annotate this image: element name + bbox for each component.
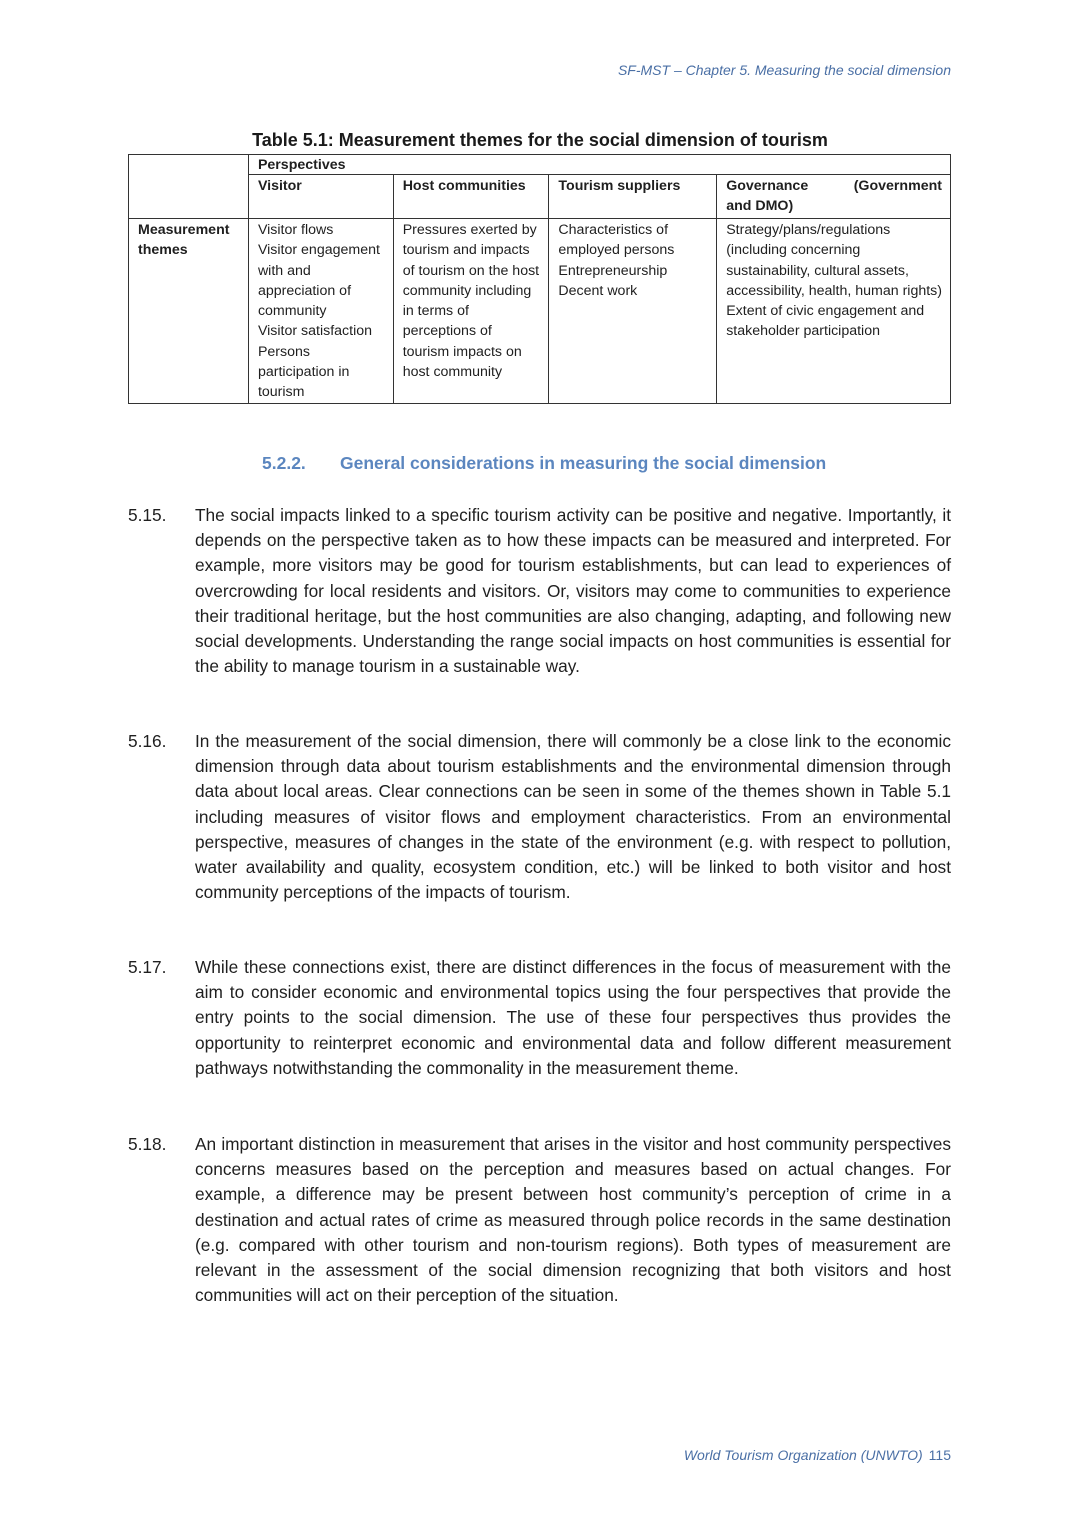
paragraph-number: 5.16. xyxy=(128,731,167,751)
column-header-governance xyxy=(717,175,951,219)
row-label-line-2: themes xyxy=(138,242,188,259)
paragraph-text: While these connections exist, there are distinct differences in the focus of measurement with the aim to consider economic and environmental topics using the four perspectives that provide the entry points to the social dimension. The use of these four perspectives thus provides the opportunity to reinterpret economic and environmental data and follow different measurement pathways notwithstanding the commonality in the measurement theme. xyxy=(195,957,951,1078)
theme-item: Strategy/plans/regulations (including concerning sustainability, cultural assets, accessibility, health, human rights) xyxy=(726,222,943,299)
paragraph-5-17 xyxy=(128,955,951,1081)
cell-tourism-suppliers xyxy=(549,219,717,404)
cell-visitor xyxy=(248,219,393,404)
paragraph-5-16 xyxy=(128,729,951,905)
theme-item: Visitor flows xyxy=(257,222,334,238)
section-title: General considerations in measuring the social dimension xyxy=(340,453,827,473)
section-heading xyxy=(262,453,826,474)
paragraph-text: In the measurement of the social dimension, there will commonly be a close link to the economic dimension through data about tourism establishments and the environmental dimension through data about local areas. Clear connections can be seen in some of the themes shown in Table 5.1 including measures of visitor flows and employment characteristics. From an environmental perspective, measures of changes in the state of the environment (e.g. with respect to pollution, water availability and quality, ecosystem condition, etc.) will be linked to both visitor and host community perceptions of the impacts of tourism. xyxy=(195,731,951,903)
page-footer xyxy=(684,1447,951,1463)
perspectives-header: Perspectives xyxy=(248,155,950,175)
paragraph-number: 5.17. xyxy=(128,957,167,977)
paragraph-text: An important distinction in measurement that arises in the visitor and host community perspectives concerns measures based on the perception and measures based on actual changes. For example, a difference may be present between host community’s perception of crime in a destination and actual rates of crime as measured through police records in the same destination (e.g. compared with other tourism and non-tourism regions). Both types of measurement are relevant in the assessment of the social dimension recognizing that both visitors and host communities will act on their perception of the situation. xyxy=(195,1134,951,1306)
theme-item: Visitor engagement with and appreciation of community xyxy=(257,242,380,320)
government-label: (Government xyxy=(853,178,942,194)
measurement-themes-table xyxy=(128,154,951,404)
paragraph-number: 5.18. xyxy=(128,1134,167,1154)
section-number: 5.2.2. xyxy=(262,453,306,473)
theme-item: Extent of civic engagement and stakeholder participation xyxy=(726,303,925,340)
row-label-measurement-themes xyxy=(129,219,249,404)
paragraph-text: The social impacts linked to a specific tourism activity can be positive and negative. Importantly, it depends on the perspective taken as to how these impacts can be measured and interpreted. For example, more visitors may be good for tourism establishments, but can lead to experiences of overcrowding for local residents and visitors. Or, visitors may come to communities to experience their traditional heritage, but the host communities are also changing, adapting, and following new social developments. Understanding the range social impacts on host communities is essential for the ability to manage tourism in a sustainable way. xyxy=(195,505,951,677)
paragraph-5-18 xyxy=(128,1132,951,1308)
column-header-host-communities: Host communities xyxy=(393,175,549,219)
column-header-visitor: Visitor xyxy=(248,175,393,219)
row-label-line-1: Measurement xyxy=(138,222,230,238)
cell-governance xyxy=(717,219,951,404)
column-header-tourism-suppliers: Tourism suppliers xyxy=(549,175,717,219)
footer-organization: World Tourism Organization (UNWTO) xyxy=(683,1447,923,1463)
paragraph-number: 5.15. xyxy=(128,505,167,525)
dmo-label: and DMO) xyxy=(726,198,794,215)
theme-item: Pressures exerted by tourism and impacts of tourism on the host community including in terms of perceptions of tourism impacts on host community xyxy=(402,222,540,381)
table-caption: Table 5.1: Measurement themes for the social dimension of tourism xyxy=(252,130,828,150)
theme-item: Decent work xyxy=(558,282,638,299)
theme-item: Entrepreneurship xyxy=(558,262,668,279)
cell-host-communities xyxy=(393,219,549,404)
page-number: 115 xyxy=(928,1447,951,1463)
governance-label: Governance xyxy=(726,178,809,194)
running-header: SF-MST – Chapter 5. Measuring the social dimension xyxy=(617,62,951,78)
empty-corner-cell xyxy=(129,155,249,219)
theme-item: Characteristics of employed persons xyxy=(558,222,675,259)
theme-item: Visitor satisfaction xyxy=(257,323,373,340)
paragraph-5-15 xyxy=(128,503,951,679)
theme-item: Persons participation in tourism xyxy=(257,343,350,401)
